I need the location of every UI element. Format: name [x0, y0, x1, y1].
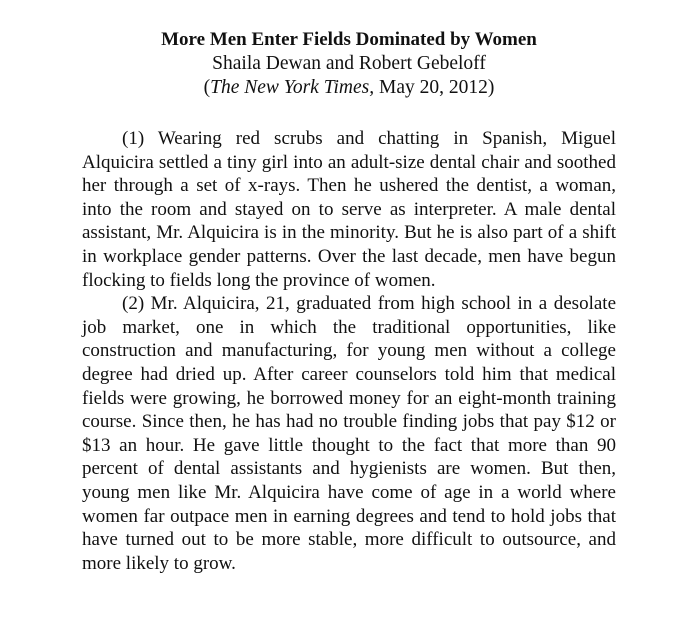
- article-citation: [82, 76, 616, 100]
- citation-open: (: [203, 77, 211, 98]
- article-body: [82, 127, 616, 575]
- article-authors: Shaila Dewan and Robert Gebeloff: [212, 53, 486, 74]
- citation-publication: The New York Times,: [210, 77, 375, 98]
- citation-date: May 20, 2012): [374, 77, 495, 98]
- paragraph-2: (2) Mr. Alquicira, 21, graduated from high school in a desolate job market, one in which the traditional opportunities, like construction and manufacturing, for young men without a college degree had dried up. After career counselors told him that medical fields were growing, he borrowed money for an eight-month training course. Since then, he has had no trouble finding jobs that pay $12 or $13 an hour. He gave little thought to the fact that more than 90 percent of dental assistants and hygienists are women. But then, young men like Mr. Alquicira have come of age in a world where women far outpace men in earning degrees and tend to hold jobs that have turned out to be more stable, more difficult to outsource, and more likely to grow.: [82, 293, 616, 574]
- article-title: More Men Enter Fields Dominated by Women: [161, 29, 537, 50]
- paragraph-1: (1) Wearing red scrubs and chatting in Spanish, Miguel Alquicira settled a tiny girl into an adult-size dental chair and soothed her through a set of x-rays. Then he ushered the dentist, a woman, into the room and stayed on to serve as interpreter. A male dental assistant, Mr. Alquicira is in the minority. But he is also part of a shift in workplace gender patterns. Over the last decade, men have begun flocking to fields long the province of women.: [82, 128, 616, 291]
- article-header: [82, 28, 616, 100]
